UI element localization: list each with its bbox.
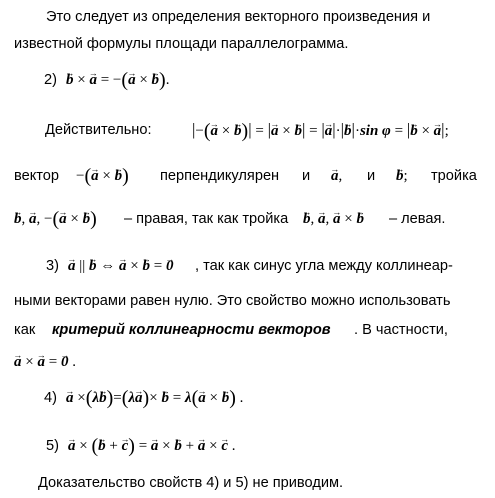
item-number: 5) xyxy=(46,438,59,454)
criterion-term: критерий коллинеарности векторов xyxy=(52,322,331,338)
formula: → a || → b ⇔ → a × → b = → 0 xyxy=(68,253,173,279)
formula: |−(→ a × → b)| = |→ a × → b| = |→ a|·|→ b|·sin φ = |→ b × → a|; xyxy=(192,117,449,144)
proof-line xyxy=(0,117,495,143)
formula: → a, xyxy=(331,163,342,189)
formula: → a × (→ b + → c) = → a × → b + → a × → c . xyxy=(68,433,236,459)
text: – левая. xyxy=(389,211,446,227)
item-number: 3) xyxy=(46,258,59,274)
text: ными векторами равен нулю. Это свойство можно использовать xyxy=(14,293,451,309)
text: тройка xyxy=(431,168,477,184)
formula: → a × → a = → 0 . xyxy=(14,349,76,375)
text: и xyxy=(302,168,311,184)
item-number: 4) xyxy=(44,390,57,406)
item-number: 2) xyxy=(44,72,57,88)
property-3-line-3 xyxy=(0,317,495,343)
formula: → b × → a = −(→ a × → b). xyxy=(66,67,169,93)
text: Доказательство свойств 4) и 5) не приводим. xyxy=(38,475,344,491)
text: . В частности, xyxy=(354,322,448,338)
paragraph-1-line-1 xyxy=(0,4,495,30)
formula: → b, → a, → a × → b xyxy=(303,206,364,232)
property-5-formula xyxy=(0,433,495,459)
property-4-formula xyxy=(0,385,495,411)
property-2-formula xyxy=(0,67,495,93)
conclusion-line xyxy=(0,470,495,496)
formula: → a ×(λ→ b)=(λ→ a)× → b = λ(→ a × → b) . xyxy=(66,385,243,411)
text: , так как синус угла между коллинеар- xyxy=(195,258,453,274)
text: и xyxy=(367,168,376,184)
text: как xyxy=(14,322,36,338)
triple-line xyxy=(0,206,495,232)
text: – правая, так как тройка xyxy=(124,211,289,227)
text: Это следует из определения векторного произведения и xyxy=(46,9,431,25)
paragraph-1-line-2 xyxy=(0,31,495,57)
formula: → b, → a, −(→ a × → b) xyxy=(14,206,97,232)
property-3-line-2 xyxy=(0,288,495,314)
perpendicular-line xyxy=(0,163,495,189)
formula: −(→ a × → b) xyxy=(76,163,129,189)
text: перпендикулярен xyxy=(160,168,280,184)
text: Действительно: xyxy=(45,122,152,138)
formula: → b; xyxy=(396,163,408,189)
text: известной формулы площади параллелограмма. xyxy=(14,36,349,52)
property-3-line-4 xyxy=(0,349,495,375)
text: вектор xyxy=(14,168,60,184)
property-3-line-1 xyxy=(0,253,495,279)
